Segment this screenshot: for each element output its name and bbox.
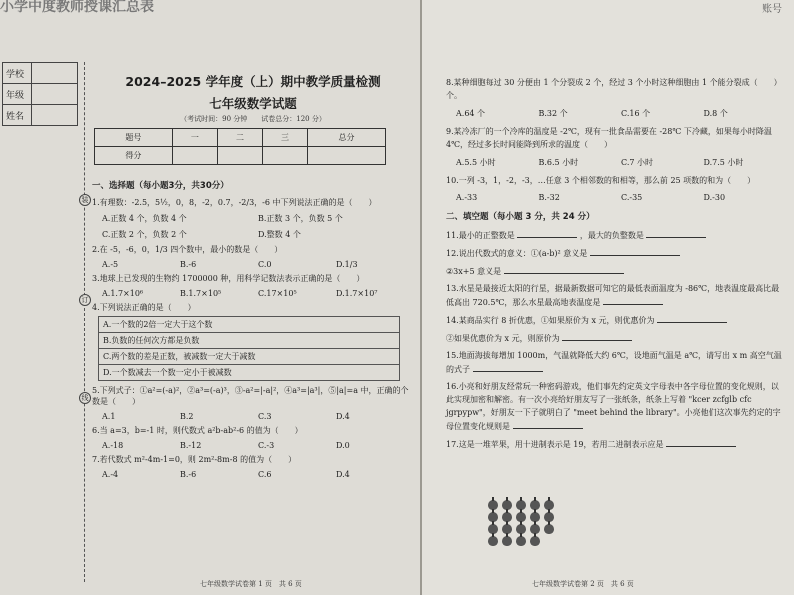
binding-mark-1: 装 [79,194,91,206]
option[interactable]: B.32 个 [538,109,568,118]
score-header: 二 [217,129,262,147]
binding-mark-2: 订 [79,294,91,306]
option[interactable]: A.-5 [102,260,119,269]
option[interactable]: C.-3 [258,441,275,450]
fill-question [446,331,786,345]
option[interactable]: C.17×10⁵ [258,289,297,298]
options-row [102,289,414,298]
answer-blank[interactable] [504,264,624,274]
options-row [102,412,414,421]
option[interactable]: D.1.7×10⁷ [336,289,378,298]
exam-subtitle: 七年级数学试题 [209,96,297,111]
score-header: 总分 [308,129,386,147]
score-row-label: 得分 [95,147,173,165]
option[interactable]: D.4 [336,412,350,421]
option[interactable]: A.-4 [102,470,119,479]
option[interactable]: C.-35 [621,193,643,202]
answer-blank[interactable] [666,437,736,447]
option[interactable]: D.0 [336,441,350,450]
option[interactable]: A.1 [102,412,116,421]
boxed-options [98,316,400,381]
page-footer: 七年级数学试卷第 1 页 共 6 页 [200,580,302,588]
score-cell[interactable] [217,147,262,165]
section-heading: 一、选择题（每小题3分，共30分） [92,181,229,191]
apple-icon [544,524,554,534]
options-row [456,108,786,119]
option[interactable]: A.64 个 [456,109,486,118]
apple-icon [488,536,498,546]
option[interactable]: C.3 [258,412,272,421]
option[interactable]: C.0 [258,260,272,269]
grade-field[interactable] [32,84,78,105]
fill-question [446,264,786,278]
option[interactable]: A.-18 [102,441,124,450]
answer-blank[interactable] [646,228,706,238]
answer-blank[interactable] [590,246,680,256]
option[interactable]: A.5.5 小时 [456,158,496,167]
school-label: 学校 [3,63,32,84]
option[interactable]: D.-30 [703,193,726,202]
option[interactable]: D.整数 4 个 [258,230,301,239]
option[interactable]: B.负数的任何次方都是负数 [99,333,399,349]
answer-blank[interactable] [562,331,632,341]
question-stem: 1.有理数：-2.5，5½，0，8，-2，0.7，-2/3，-6 中下列说法正确的是（ ） [92,198,377,207]
apple-icon [530,536,540,546]
option[interactable]: B.-6 [180,260,197,269]
name-label: 姓名 [3,105,32,126]
fill-text: 14.某商品实行 8 折优惠，①如果原价为 x 元，则优惠价为 [446,316,655,325]
option[interactable]: A.-33 [456,193,478,202]
score-header: 一 [172,129,217,147]
option[interactable]: B.-32 [538,193,560,202]
options-row [456,157,786,168]
exam-info: （考试时间：90 分钟 试卷总分：120 分） [180,115,326,123]
apple-pile-image [488,500,554,548]
fill-question [446,380,786,433]
option[interactable]: A.一个数的2倍一定大于这个数 [99,317,399,333]
option[interactable]: A.1.7×10⁶ [102,289,144,298]
apple-row [488,536,554,546]
options-row [102,229,414,240]
option[interactable]: C.两个数的差是正数，被减数一定大于减数 [99,349,399,365]
name-field[interactable] [32,105,78,126]
question-stem: 9.某冷冻厂的一个冷库的温度是 -2℃，现有一批食品需要在 -28℃ 下冷藏，如果每小时降温 4℃，经过多长时间能降到所求的温度（ ） [446,127,772,149]
student-info-box [2,62,78,126]
answer-blank[interactable] [603,295,663,305]
question-stem: 7.若代数式 m²-4m-1=0，则 2m²-8m-8 的值为（ ） [92,455,297,464]
fill-question [446,349,786,376]
option[interactable]: C.7 小时 [621,158,654,167]
fill-text: 12.说出代数式的意义：①(a-b)² 意义是 [446,249,588,258]
page-footer: 七年级数学试卷第 2 页 共 6 页 [532,580,634,588]
option[interactable]: C.16 个 [621,109,651,118]
score-cell[interactable] [263,147,308,165]
fill-text: 13.水星是最接近太阳的行星，据最新数据可知它的最低表面温度为 -86℃，地表温度最高比最低高出 720.5℃，那么水星最高地表温度是 [446,284,780,307]
answer-blank[interactable] [657,313,727,323]
options-row [456,193,786,202]
top-strip-text: 小学中度教师授课汇总表 [0,0,154,14]
option[interactable]: D.1/3 [336,260,358,269]
fill-text: ②3x+5 意义是 [446,267,502,276]
score-cell[interactable] [172,147,217,165]
fill-text: ②如果优惠价为 x 元，则原价为 [446,334,560,343]
right-content [446,72,786,455]
question-stem: 5.下列式子：①a²=(-a)²，②a³=(-a)³，③-a²=|-a|²，④a³=|a³|，⑤|a|=a 中，正确的个数是（ ） [92,386,409,406]
left-content [92,72,414,483]
question-stem: 4.下列说法正确的是（ ） [92,303,196,312]
top-strip [0,0,794,14]
option[interactable]: D.一个数减去一个数一定小于被减数 [103,368,232,377]
answer-blank[interactable] [517,228,577,238]
option[interactable]: B.1.7×10⁵ [180,289,222,298]
exam-title: 2024–2025 学年度（上）期中教学质量检测 [125,74,381,89]
option[interactable]: D.7.5 小时 [703,158,744,167]
fill-text: 16.小亮和好朋友经常玩一种密码游戏，他们事先约定英文字母表中各字母位置的变化规则，以此实现加密和解密。有一次小亮给好朋友写了一张纸条，纸条上写着 "kcer zcfglb cfc jgrpypw"，好朋友一下子就明白了 "meet behind the library"。小亮他们这次事先约定的字母位置变化规则是 [446,382,781,431]
fill-question [446,246,786,260]
fill-question [446,313,786,327]
score-header: 题号 [95,129,173,147]
school-field[interactable] [32,63,78,84]
binding-mark-3: 线 [79,392,91,404]
options-row [102,260,414,269]
answer-blank[interactable] [473,362,543,372]
fill-question [446,282,786,309]
question-stem: 2.在 -5，-6，0，1/3 四个数中，最小的数是（ ） [92,245,283,254]
option[interactable]: D.8 个 [703,109,728,118]
question-stem: 3.地球上已发现的生物约 1700000 种，用科学记数法表示正确的是（ ） [92,274,365,283]
section-heading: 二、填空题（每小题 3 分，共 24 分） [446,212,595,222]
options-row [102,213,414,224]
grade-label: 年级 [3,84,32,105]
question-stem: 6.当 a=3，b=-1 时，则代数式 a²b-ab²-6 的值为（ ） [92,426,303,435]
option[interactable]: C.正数 2 个，负数 2 个 [102,230,187,239]
answer-blank[interactable] [513,419,583,429]
option[interactable]: B.-12 [180,441,202,450]
fill-text: 11.最小的正整数是 [446,231,515,240]
question-stem: 10.一列 -3，1，-2，-3，…任意 3 个相邻数的和相等，那么前 25 项数的和为（ ） [446,176,756,185]
apple-icon [502,536,512,546]
option[interactable]: C.6 [258,470,272,479]
apple-icon [516,536,526,546]
question-stem: 8.某种细胞每过 30 分便由 1 个分裂成 2 个，经过 3 个小时这种细胞由 1 个能分裂成（ ）个。 [446,78,782,100]
options-row [102,470,414,479]
score-cell[interactable] [308,147,386,165]
fill-text: ，最大的负整数是 [579,231,644,240]
option[interactable]: A.正数 4 个，负数 4 个 [102,214,187,223]
fill-question [446,437,786,451]
options-row [102,441,414,450]
option[interactable]: B.-6 [180,470,197,479]
option[interactable]: B.正数 3 个，负数 5 个 [258,214,343,223]
top-strip-account: 账号 [762,4,782,14]
option[interactable]: D.4 [336,470,350,479]
fill-text: 17.这是一堆苹果，用十进制表示是 19，若用二进制表示应是 [446,440,664,449]
binding-line [84,62,85,582]
fill-text: 15.地面海拔每增加 1000m，气温就降低大约 6℃，设地面气温是 a℃，请写出 x m 高空气温的式子 [446,351,782,374]
option[interactable]: B.6.5 小时 [538,158,579,167]
score-table [94,128,386,165]
fill-question [446,228,786,242]
right-page [422,0,794,595]
score-header: 三 [263,129,308,147]
option[interactable]: B.2 [180,412,194,421]
